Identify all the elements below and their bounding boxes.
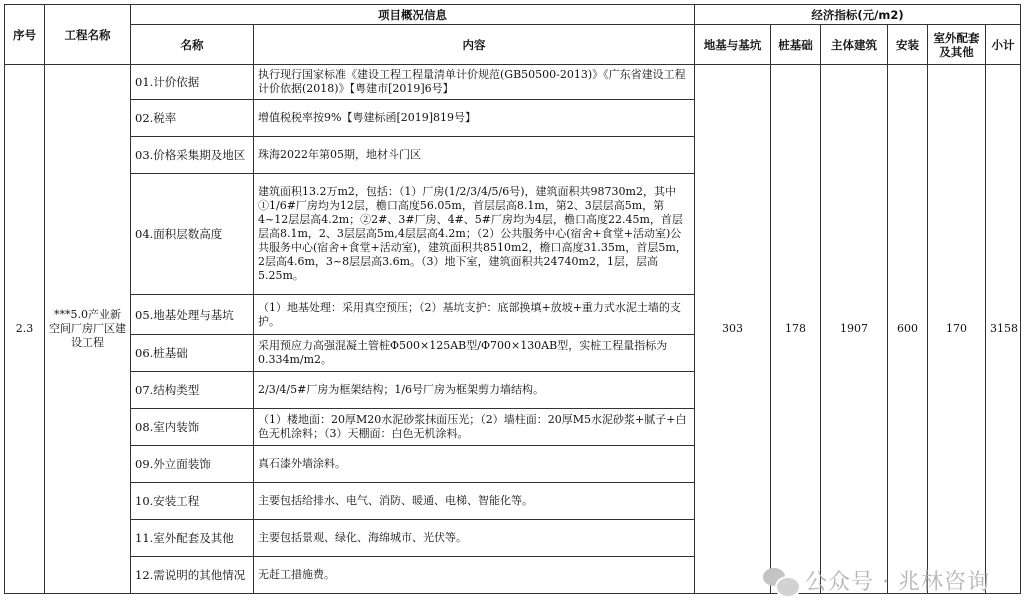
row-name: 04.面积层数高度: [131, 174, 254, 295]
header-outdoor: 室外配套及其他: [928, 25, 986, 65]
row-name: 03.价格采集期及地区: [131, 137, 254, 174]
watermark-text: 公众号 · 兆林咨询: [805, 570, 990, 595]
row-name: 01.计价依据: [131, 65, 254, 100]
row-name: 06.桩基础: [131, 335, 254, 372]
watermark: [763, 565, 990, 596]
wechat-icon: [763, 566, 799, 596]
row-content: 主要包括给排水、电气、消防、暖通、电梯、智能化等。: [254, 483, 695, 520]
indicator-outdoor: 170: [928, 65, 986, 594]
project-indicator-table: [4, 4, 1021, 594]
header-project-name: 工程名称: [45, 5, 131, 65]
row-content: 增值税税率按9%【粤建标函[2019]819号】: [254, 100, 695, 137]
row-name: 07.结构类型: [131, 372, 254, 409]
header-pile: 桩基础: [771, 25, 821, 65]
row-content: （1）地基处理：采用真空预压；（2）基坑支护：底部换填+放坡+重力式水泥土墙的支护。: [254, 295, 695, 335]
row-content: 采用预应力高强混凝土管桩Φ500×125AB型/Φ700×130AB型，实桩工程量指标为0.334m/m2。: [254, 335, 695, 372]
row-content: 主要包括景观、绿化、海绵城市、光伏等。: [254, 520, 695, 557]
row-content: 无赶工措施费。: [254, 557, 695, 594]
row-content: 2/3/4/5#厂房为框架结构；1/6号厂房为框架剪力墙结构。: [254, 372, 695, 409]
row-name: 05.地基处理与基坑: [131, 295, 254, 335]
header-subtotal: 小计: [986, 25, 1021, 65]
row-name: 11.室外配套及其他: [131, 520, 254, 557]
row-content: 建筑面积13.2万m2，包括：（1）厂房(1/2/3/4/5/6号)，建筑面积共98730m2，其中①1/6#厂房均为12层，檐口高度56.05m，首层层高8.1m，第2、3层层高5m，第4~12层层高4.2m；②2#、3#厂房、4#、5#厂房均为4层，檐口高度22.45m，首层层高8.1m，2、3层层高5m,4层层高4.2m；（2）公共服务中心(宿舍+食堂+活动室)公共服务中心(宿舍+食堂+活动室)，建筑面积共8510m2，檐口高度31.35m，首层5m，2层高4.6m，3~8层层高3.6m。（3）地下室，建筑面积共24740m2，1层，层高5.25m。: [254, 174, 695, 295]
project-name: ***5.0产业新空间厂房厂区建设工程: [45, 65, 131, 594]
row-name: 12.需说明的其他情况: [131, 557, 254, 594]
indicator-install: 600: [888, 65, 928, 594]
header-install: 安装: [888, 25, 928, 65]
row-name: 09.外立面装饰: [131, 446, 254, 483]
row-content: （1）楼地面：20厚M20水泥砂浆抹面压光；（2）墙柱面：20厚M5水泥砂浆+腻子+白色无机涂料；（3）天棚面：白色无机涂料。: [254, 409, 695, 446]
row-name: 08.室内装饰: [131, 409, 254, 446]
row-name: 02.税率: [131, 100, 254, 137]
indicator-foundation-pit: 303: [695, 65, 771, 594]
row-content: 真石漆外墙涂料。: [254, 446, 695, 483]
indicator-pile: 178: [771, 65, 821, 594]
indicator-main: 1907: [821, 65, 888, 594]
header-overview: 项目概况信息: [131, 5, 695, 25]
row-name: 10.安装工程: [131, 483, 254, 520]
header-foundation-pit: 地基与基坑: [695, 25, 771, 65]
header-main: 主体建筑: [821, 25, 888, 65]
header-seq: 序号: [5, 5, 45, 65]
indicator-subtotal: 3158: [986, 65, 1021, 594]
header-indicators: 经济指标(元/m2): [695, 5, 1021, 25]
header-content: 内容: [254, 25, 695, 65]
header-name: 名称: [131, 25, 254, 65]
project-seq: 2.3: [5, 65, 45, 594]
row-content: 珠海2022年第05期，地材斗门区: [254, 137, 695, 174]
row-content: 执行现行国家标准《建设工程工程量清单计价规范(GB50500-2013)》《广东省建设工程计价依据(2018)》【粤建市[2019]6号】: [254, 65, 695, 100]
